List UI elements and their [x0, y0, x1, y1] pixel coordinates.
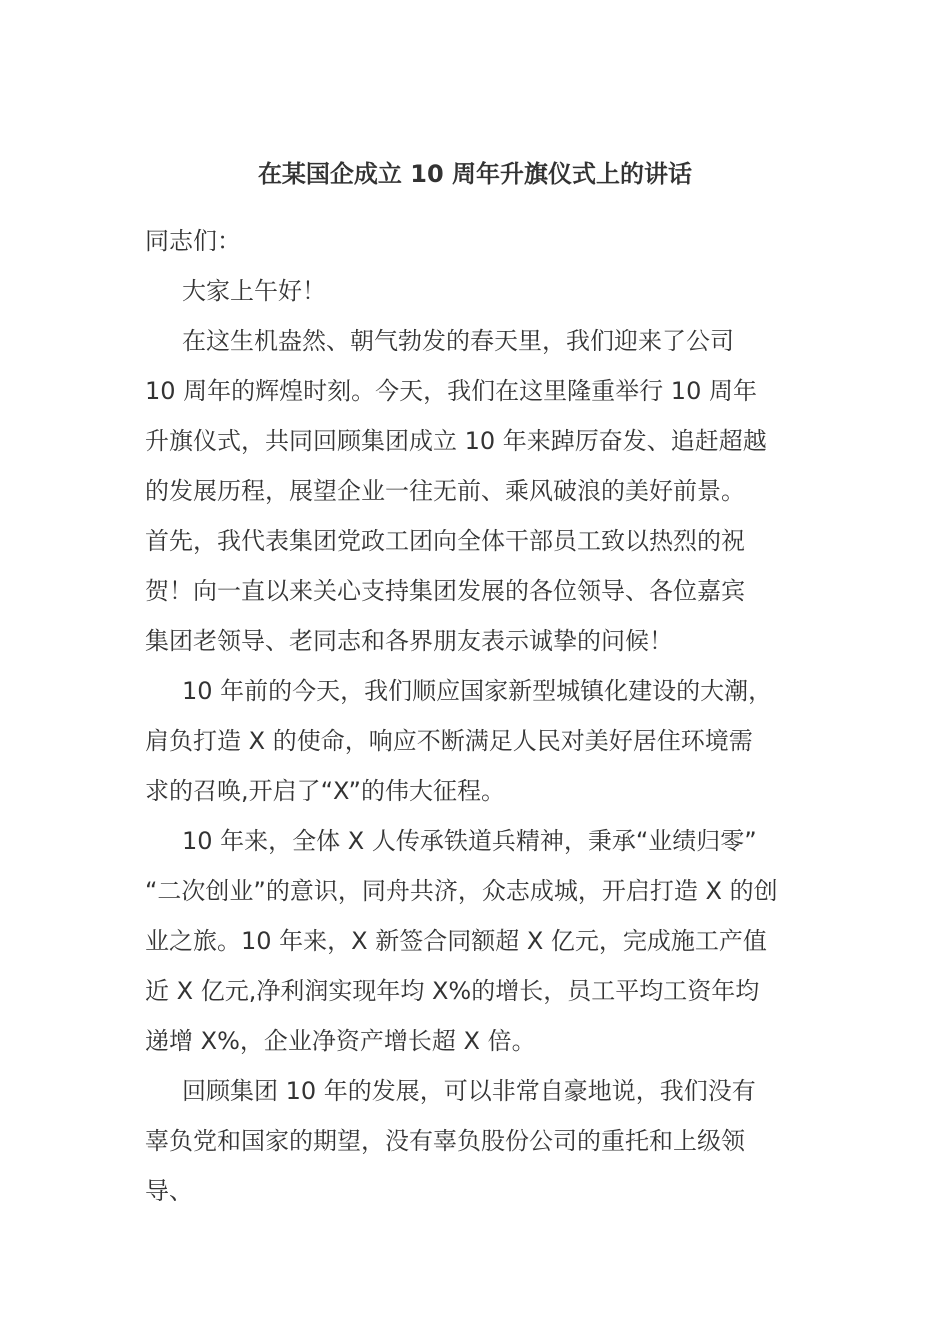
text-line: 在这生机盎然、朝气勃发的春天里，我们迎来了公司: [182, 327, 734, 355]
text-line: 业之旅。10 年来，X 新签合同额超 X 亿元，完成施工产值: [145, 927, 767, 955]
text-line: 10 周年的辉煌时刻。今天，我们在这里隆重举行 10 周年: [145, 377, 757, 405]
text-line: 肩负打造 X 的使命，响应不断满足人民对美好居住环境需: [145, 727, 753, 755]
text-line: “二次创业”的意识，同舟共济，众志成城，开启打造 X 的创: [145, 877, 778, 905]
text-line: 升旗仪式，共同回顾集团成立 10 年来踔厉奋发、追赶超越: [145, 427, 767, 455]
text-line: 同志们：: [145, 227, 241, 255]
text-line: 集团老领导、老同志和各界朋友表示诚挚的问候！: [145, 627, 673, 655]
text-line: 辜负党和国家的期望，没有辜负股份公司的重托和上级领: [145, 1127, 745, 1155]
document-body: [145, 216, 835, 1216]
text-line: 回顾集团 10 年的发展，可以非常自豪地说，我们没有: [182, 1077, 756, 1105]
text-line: 求的召唤,开启了“X”的伟大征程。: [145, 777, 505, 805]
text-line: 10 年来，全体 X 人传承铁道兵精神，秉承“业绩归零”: [182, 827, 757, 855]
text-line: 首先，我代表集团党政工团向全体干部员工致以热烈的祝: [145, 527, 745, 555]
text-line: 递增 X%，企业净资产增长超 X 倍。: [145, 1027, 536, 1055]
document-title: 在某国企成立 10 周年升旗仪式上的讲话: [257, 160, 693, 188]
text-line: 贺！向一直以来关心支持集团发展的各位领导、各位嘉宾: [145, 577, 745, 605]
text-line: 导、: [145, 1177, 193, 1205]
text-line: 大家上午好！: [182, 277, 326, 305]
text-line: 的发展历程，展望企业一往无前、乘风破浪的美好前景。: [145, 477, 745, 505]
text-line: 近 X 亿元,净利润实现年均 X%的增长，员工平均工资年均: [145, 977, 760, 1005]
text-line: 10 年前的今天，我们顺应国家新型城镇化建设的大潮，: [182, 677, 773, 705]
